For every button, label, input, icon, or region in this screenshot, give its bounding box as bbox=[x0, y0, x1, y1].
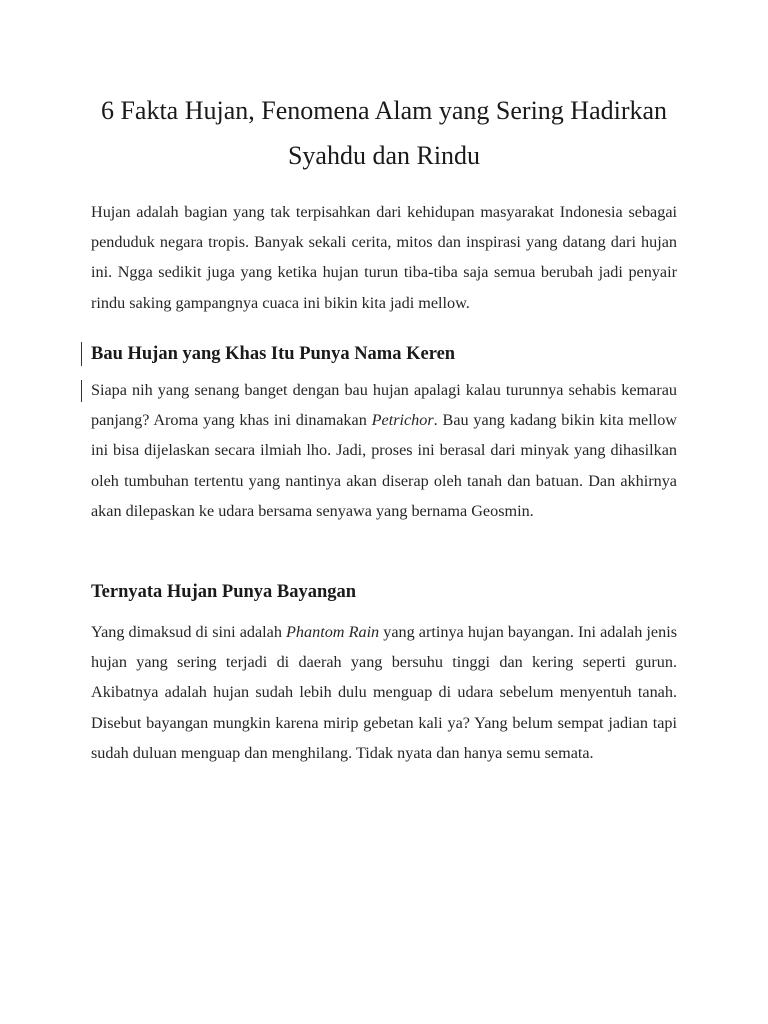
section-paragraph-bau-hujan bbox=[91, 375, 677, 526]
paragraph-text: Yang dimaksud di sini adalah bbox=[91, 623, 287, 641]
document-title: 6 Fakta Hujan, Fenomena Alam yang Sering Hadirkan Syahdu dan Rindu bbox=[100, 96, 668, 170]
text-cursor-marker bbox=[81, 380, 82, 402]
section-heading-bayangan: Ternyata Hujan Punya Bayangan bbox=[91, 582, 357, 602]
emphasized-term: Petrichor bbox=[371, 411, 434, 430]
paragraph-text: yang artinya hujan bayangan. Ini adalah jenis hujan yang sering terjadi di daerah yang bersuhu tinggi dan kering seperti gurun. Akibatnya adalah hujan sudah lebih dulu menguap di udara sebelum menyentuh tanah. Disebut bayangan mungkin karena mirip gebetan kali ya? Yang belum sempat jadian tapi sudah duluan menguap dan menghilang. Tidak nyata dan hanya semu semata. bbox=[91, 623, 677, 762]
section-paragraph-bayangan bbox=[91, 617, 677, 768]
paragraph-text: Siapa nih yang senang banget dengan bau hujan apalagi kalau turunnya sehabis kemarau panjang? Aroma yang khas ini dinamakan bbox=[91, 381, 677, 430]
intro-paragraph: Hujan adalah bagian yang tak terpisahkan dari kehidupan masyarakat Indonesia sebagai penduduk negara tropis. Banyak sekali cerita, mitos dan inspirasi yang datang dari hujan ini. Ngga sedikit juga yang ketika hujan turun tiba-tiba saja semua berubah jadi penyair rindu saking gampangnya cuaca ini bikin kita jadi mellow. bbox=[91, 203, 677, 312]
section-heading-bau-hujan: Bau Hujan yang Khas Itu Punya Nama Keren bbox=[91, 344, 456, 364]
text-cursor-marker bbox=[81, 342, 82, 366]
emphasized-term: Phantom Rain bbox=[286, 623, 380, 641]
paragraph-text: . Bau yang kadang bikin kita mellow ini bisa dijelaskan secara ilmiah lho. Jadi, proses ini berasal dari minyak yang dihasilkan oleh tumbuhan tertentu yang nantinya akan diserap oleh tanah dan batuan. Dan akhirnya akan dilepaskan ke udara bersama senyawa yang bernama Geosmin. bbox=[91, 411, 677, 520]
